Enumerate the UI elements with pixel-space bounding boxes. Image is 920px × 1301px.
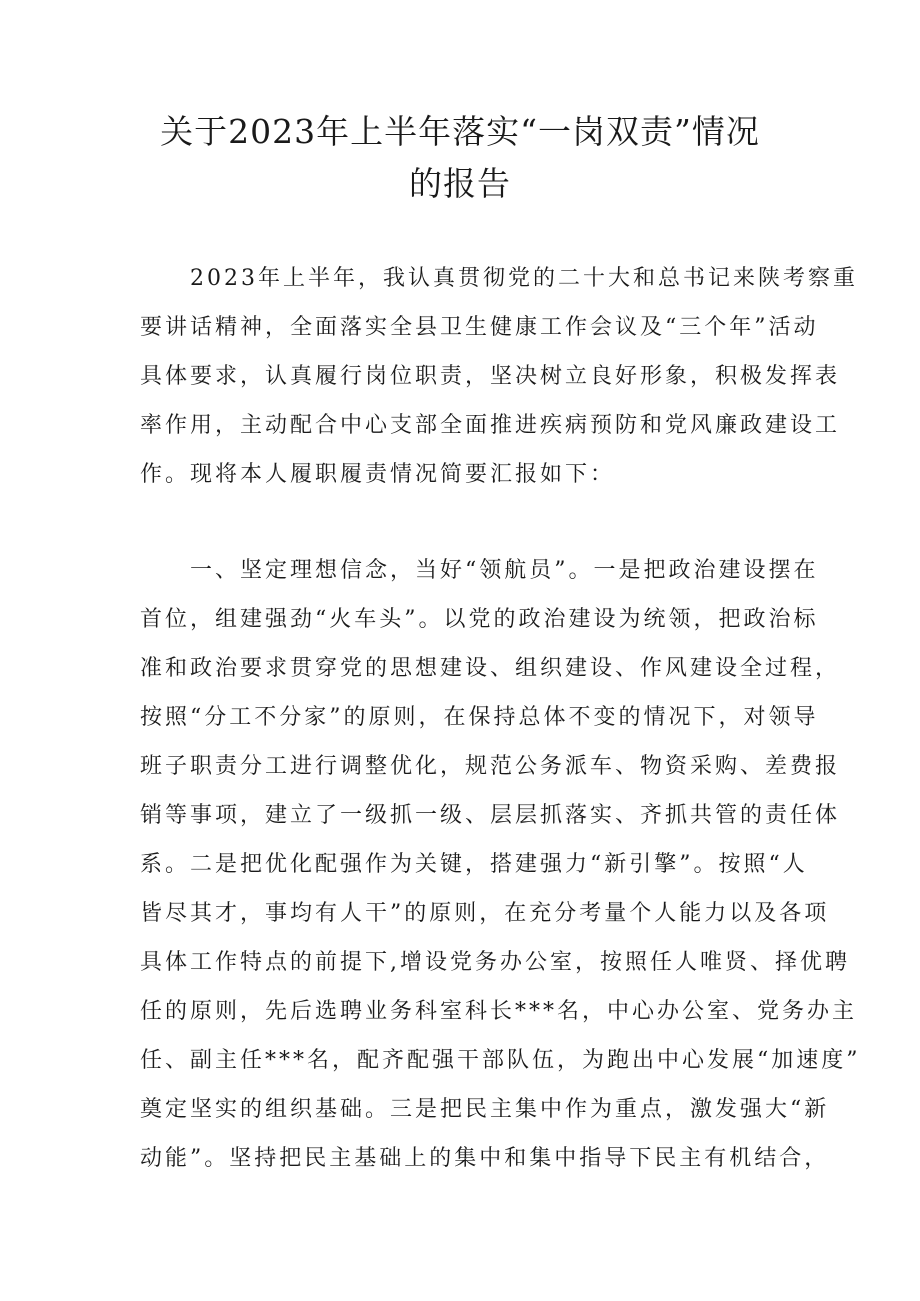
text-line: 具体工作特点的前提下,增设党务办公室，按照任人唯贤、择优聘: [140, 950, 850, 975]
text-line: 皆尽其才，事均有人干”的原则，在充分考量个人能力以及各项: [140, 901, 830, 926]
text-line: 销等事项，建立了一级抓一级、层层抓落实、齐抓共管的责任体: [140, 803, 841, 828]
text-line: 任的原则，先后选聘业务科室科长***名，中心办公室、党务办主: [140, 999, 858, 1024]
text-line: 准和政治要求贯穿党的思想建设、组织建设、作风建设全过程，: [140, 656, 841, 681]
text-line: 率作用，主动配合中心支部全面推进疾病预防和党风廉政建设工: [140, 413, 841, 438]
text-line: 班子职责分工进行调整优化，规范公务派车、物资采购、差费报: [140, 754, 841, 779]
document-title: [130, 106, 790, 210]
section-one-paragraph: [140, 546, 861, 1183]
text-line: 作。现将本人履职履责情况简要汇报如下：: [140, 462, 616, 487]
text-line: 首位，组建强劲“火车头”。以党的政治建设为统领，把政治标: [140, 607, 819, 632]
title-line: 的报告: [409, 164, 511, 203]
text-line: 按照“分工不分家”的原则，在保持总体不变的情况下，对领导: [140, 705, 819, 730]
text-line: 一、坚定理想信念，当好“领航员”。一是把政治建设摆在: [140, 558, 819, 583]
text-line: 系。二是把优化配强作为关键，搭建强力“新引擎”。按照“人: [140, 852, 808, 877]
text-line: 2023年上半年，我认真贯彻党的二十大和总书记来陕考察重: [140, 266, 858, 291]
text-line: 任、副主任***名，配齐配强干部队伍，为跑出中心发展“加速度”: [140, 1048, 861, 1073]
text-line: 具体要求，认真履行岗位职责，坚决树立良好形象，积极发挥表: [140, 364, 841, 389]
intro-paragraph: [140, 254, 858, 499]
text-line: 要讲话精神，全面落实全县卫生健康工作会议及“三个年”活动: [140, 315, 819, 340]
text-line: 动能”。坚持把民主基础上的集中和集中指导下民主有机结合，: [140, 1146, 830, 1171]
title-line: 关于2023年上半年落实“一岗双责”情况: [160, 112, 760, 151]
text-line: 奠定坚实的组织基础。三是把民主集中作为重点，激发强大“新: [140, 1097, 830, 1122]
